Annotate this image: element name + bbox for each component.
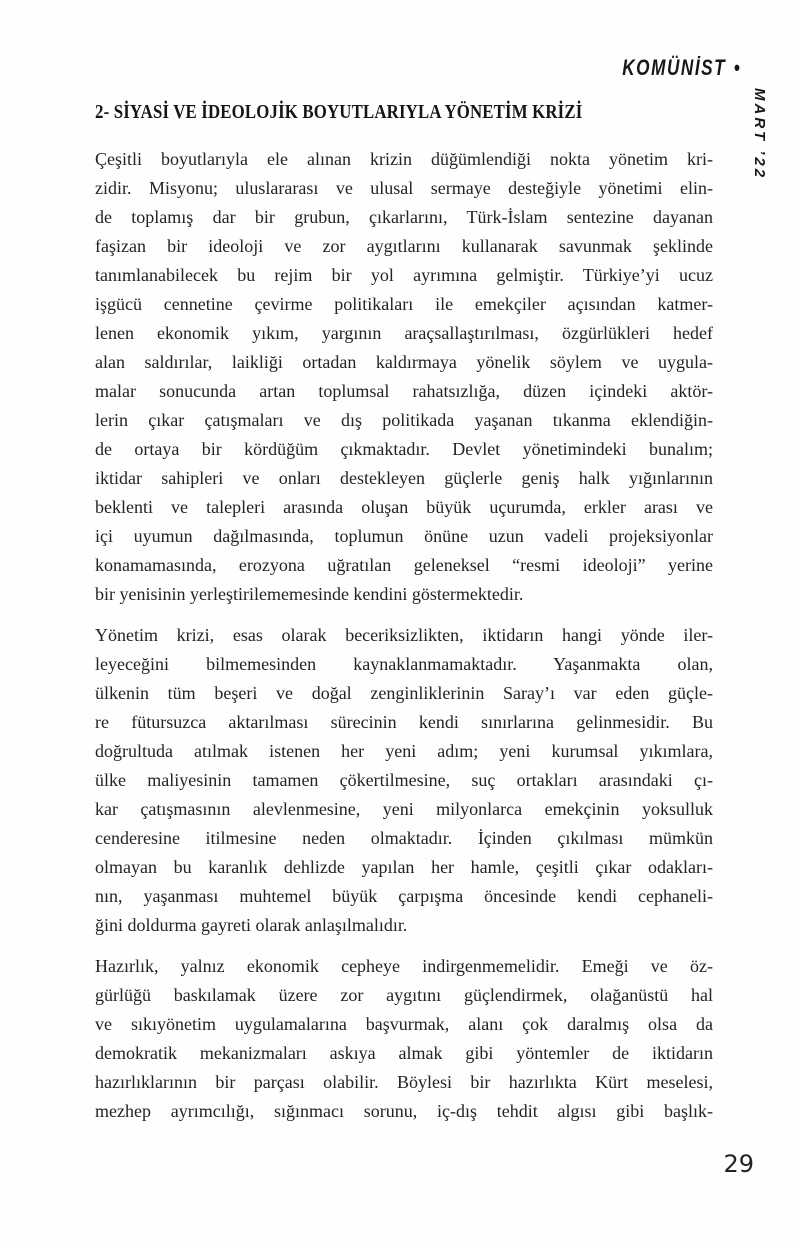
text-line: zidir. Misyonu; uluslararası ve ulusal sermaye desteğiyle yönetimi elin- [95, 178, 713, 198]
text-line: re fütursuzca aktarılması sürecinin kendi sınırlarına gelinmesidir. Bu [95, 712, 713, 732]
text-line: ülkenin tüm beşeri ve doğal zenginliklerinin Saray’ı var eden güçle- [95, 683, 713, 703]
text-line: beklenti ve talepleri arasında oluşan büyük uçurumda, erkler arası ve [95, 497, 713, 517]
text-line: olmayan bu karanlık dehlizde yapılan her hamle, çeşitli çıkar odakları- [95, 857, 713, 877]
text-line: de toplamış dar bir grubun, çıkarlarını, Türk-İslam sentezine dayanan [95, 207, 713, 227]
journal-title: KOMÜNİST [622, 55, 727, 80]
text-line: ülke maliyesinin tamamen çökertilmesine, suç ortakları arasındaki çı- [95, 770, 713, 790]
paragraph-1 [95, 145, 713, 609]
text-line: leyeceğini bilmemesinden kaynaklanmamaktadır. Yaşanmakta olan, [95, 654, 713, 674]
text-line: gürlüğü baskılamak üzere zor aygıtını güçlendirmek, olağanüstü hal [95, 985, 713, 1005]
paragraph-2 [95, 621, 713, 940]
text-line: işgücü cennetine çevirme politikaları ile emekçiler açısından katmer- [95, 294, 713, 314]
masthead-bullet-icon: • [733, 55, 740, 80]
article-body [95, 145, 713, 1126]
text-line: faşizan bir ideoloji ve zor aygıtlarını kullanarak savunmak şeklinde [95, 236, 713, 256]
text-line: bir yenisinin yerleştirilememesinde kendini göstermektedir. [95, 584, 524, 604]
text-line: nın, yaşanması muhtemel büyük çarpışma öncesinde kendi cephaneli- [95, 886, 713, 906]
text-line: demokratik mekanizmaları askıya almak gibi yöntemler de iktidarın [95, 1043, 713, 1063]
text-line: ve sıkıyönetim uygulamalarına başvurmak, alanı çok daralmış olsa da [95, 1014, 713, 1034]
text-line: alan saldırılar, laikliği ortadan kaldırmaya yönelik söylem ve uygula- [95, 352, 713, 372]
text-line: Hazırlık, yalnız ekonomik cepheye indirgenmemelidir. Emeği ve öz- [95, 956, 713, 976]
paragraph-3 [95, 952, 713, 1126]
text-line: iktidar sahipleri ve onları destekleyen güçlerle geniş halk yığınlarının [95, 468, 713, 488]
text-line: mezhep ayrımcılığı, sığınmacı sorunu, iç-dış tehdit algısı gibi başlık- [95, 1101, 713, 1121]
text-line: hazırlıklarının bir parçası olabilir. Böylesi bir hazırlıkta Kürt meselesi, [95, 1072, 713, 1092]
text-line: cenderesine itilmesine neden olmaktadır. İçinden çıkılması mümkün [95, 828, 713, 848]
text-line: kar çatışmasının alevlenmesine, yeni milyonlarca emekçinin yoksulluk [95, 799, 713, 819]
text-line: tanımlanabilecek bu rejim bir yol ayrımına gelmiştir. Türkiye’yi ucuz [95, 265, 713, 285]
text-line: içi uyumun dağılmasında, toplumun önüne uzun vadeli projeksiyonlar [95, 526, 713, 546]
journal-masthead [622, 55, 740, 81]
text-line: Çeşitli boyutlarıyla ele alınan krizin düğümlendiği nokta yönetim kri- [95, 149, 713, 169]
text-line: doğrultuda atılmak istenen her yeni adım; yeni kurumsal yıkımlara, [95, 741, 713, 761]
text-line: malar sonucunda artan toplumsal rahatsızlığa, düzen içindeki aktör- [95, 381, 713, 401]
issue-date-vertical: MART ’22 [751, 88, 768, 181]
text-line: lenen ekonomik yıkım, yargının araçsallaştırılması, özgürlükleri hedef [95, 323, 713, 343]
page-number: 29 [723, 1150, 754, 1178]
text-line: ğini doldurma gayreti olarak anlaşılmalıdır. [95, 915, 408, 935]
text-line: de ortaya bir kördüğüm çıkmaktadır. Devlet yönetimindeki bunalım; [95, 439, 713, 459]
text-line: lerin çıkar çatışmaları ve dış politikada yaşanan tıkanma eklendiğin- [95, 410, 713, 430]
text-line: Yönetim krizi, esas olarak beceriksizlikten, iktidarın hangi yönde iler- [95, 625, 713, 645]
article-heading: 2- SİYASİ VE İDEOLOJİK BOYUTLARIYLA YÖNETİM KRİZİ [95, 101, 583, 123]
text-line: konamamasında, erozyona uğratılan geleneksel “resmi ideoloji” yerine [95, 555, 713, 575]
